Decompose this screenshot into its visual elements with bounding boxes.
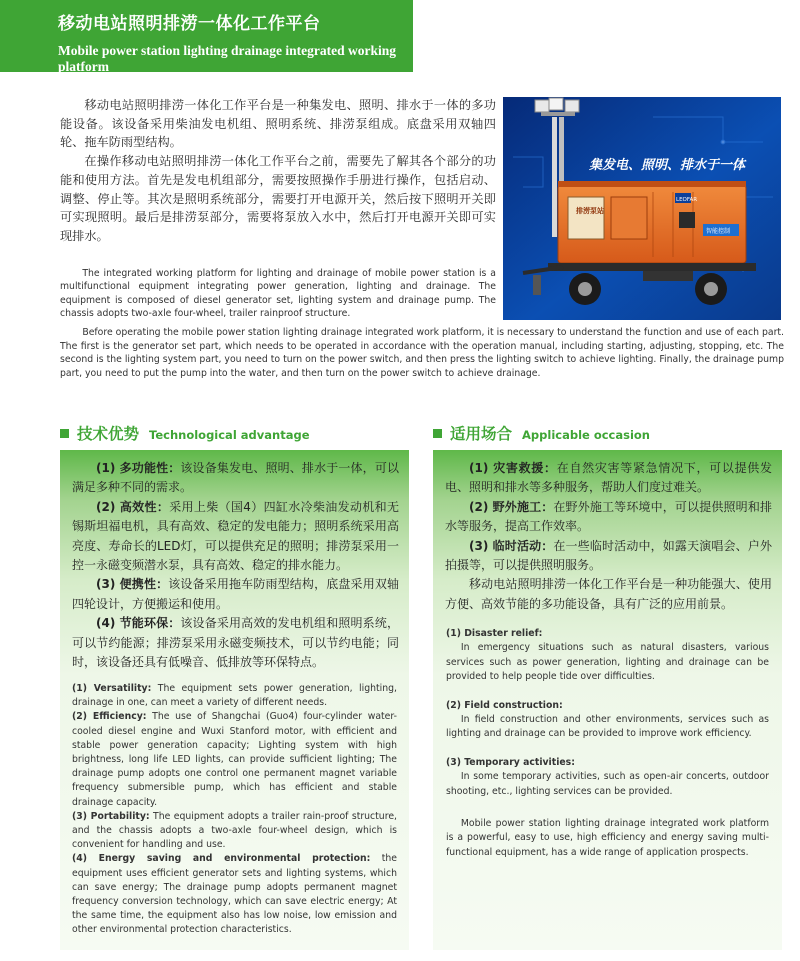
intro-cn	[60, 96, 496, 246]
list-item: (3) 便携性：该设备采用拖车防雨型结构，底盘采用双轴四轮设计，方便搬运和使用。	[72, 577, 399, 611]
list-item: (2) Efficiency: The use of Shangchai (Guo4) four-cylinder water-cooled diesel engine and Wuxi Stanford motor, with efficient and stable power generation capacity; Lighting system with high brightness, long life LED lights, can provide sufficient lighting; The drainage pump adopts one control one permanent magnet variable frequency submersible pump, which has efficient and stable drainage capacity.	[72, 711, 397, 808]
intro-en-paragraph-1: The integrated working platform for lighting and drainage of mobile power station is a multifunctional equipment integrating power generation, lighting and drainage. The equipment is composed of diesel generator set, lighting system and drainage pump. The chassis adopts two-axle four-wheel, trailer rainproof structure.	[60, 268, 496, 319]
list-item-heading: (2) Field construction:	[446, 699, 563, 711]
apps-title-en: Applicable occasion	[522, 428, 650, 442]
square-bullet-icon	[60, 429, 69, 438]
list-item: (1) 多功能性：该设备集发电、照明、排水于一体，可以满足多种不同的需求。	[72, 461, 399, 495]
list-item-heading: (1) Disaster relief:	[446, 628, 543, 639]
list-item: (3) Portability: The equipment adopts a trailer rain-proof structure, and the chassis adopts a two-axle four-wheel design, which is convenient for handling and use.	[72, 810, 397, 851]
intro-en-paragraph-2: Before operating the mobile power station lighting drainage integrated work platform, it is necessary to understand the function and use of each part. The first is the generator set part, which needs to be operated in accordance with the operation manual, including starting, adjusting, stopping, etc. The second is the lighting system part, you need to turn on the power switch, and then press the lighting switch to achieve lighting. Finally, the drainage pump part, you need to put the pump into the water, and then turn on the power switch to achieve drainage.	[60, 327, 784, 379]
page-title-en: Mobile power station lighting drainage integrated working platform	[58, 43, 397, 74]
intro-en-block-2	[60, 326, 784, 380]
list-item: (2) 高效性：采用上柴（国4）四缸水冷柴油发动机和无锡斯坦福电机，具有高效、稳定的发电能力；照明系统采用高亮度、寿命长的LED灯，可以提供充足的照明；排涝泵采用一控一永磁变频潜水泵，具有高效、稳定的排水能力。	[72, 499, 400, 573]
tech-title-en: Technological advantage	[149, 428, 310, 442]
tech-title-cn: 技术优势	[77, 425, 140, 443]
square-bullet-icon	[433, 429, 442, 438]
apps-title-cn: 适用场合	[450, 425, 513, 443]
page-title-cn: 移动电站照明排涝一体化工作平台	[58, 14, 321, 34]
apps-section-heading	[433, 422, 650, 444]
product-photo	[503, 97, 781, 320]
photo-panel-text: 排涝泵站	[576, 207, 604, 215]
intro-en-block-1	[60, 267, 496, 320]
generator-trailer-illustration	[503, 97, 781, 320]
tech-list-cn	[72, 459, 399, 672]
list-item: In some temporary activities, such as open-air concerts, outdoor shooting, etc., lighting services can be provided.	[446, 771, 769, 797]
photo-side-tag: 智能控制	[706, 228, 731, 235]
tech-box	[60, 450, 409, 950]
intro-cn-paragraph-2: 在操作移动电站照明排涝一体化工作平台之前，需要先了解其各个部分的功能和使用方法。首先是发电机组部分，需要按照操作手册进行操作，包括启动、调整、停止等。其次是照明系统部分，需要打开电源开关，然后按下照明开关即可实现照明。最后是排涝泵部分，需要将泵放入水中，然后打开电源开关即可实现排水。	[60, 154, 496, 243]
list-item: (1) 灾害救援：在自然灾害等紧急情况下，可以提供发电、照明和排水等多种服务，帮助人们度过难关。	[445, 461, 772, 495]
photo-slogan: 集发电、照明、排水于一体	[589, 158, 746, 173]
summary-cn: 移动电站照明排涝一体化工作平台是一种功能强大、使用方便、高效节能的多功能设备，具有广泛的应用前景。	[445, 577, 772, 611]
header-banner	[0, 0, 413, 72]
list-item-heading: (3) Temporary activities:	[446, 756, 575, 768]
apps-list-cn	[445, 459, 772, 614]
list-item: (4) 节能环保：该设备采用高效的发电机组和照明系统，可以节约能源；排涝泵采用永磁变频技术，可以节约电能；同时，该设备还具有低噪音、低排放等环保特点。	[72, 616, 399, 670]
list-item: In field construction and other environments, services such as lighting and drainage can be provided to improve work efficiency.	[446, 714, 769, 740]
list-item: (4) Energy saving and environmental protection: the equipment uses efficient generator sets and lighting systems, which can save energy; The drainage pump adopts permanent magnet frequency conversion technology, which can save electric energy; At the same time, the equipment also has low noise, low emission and other environmental protection characteristics.	[72, 853, 397, 936]
tech-list-en	[72, 682, 397, 938]
list-item: (2) 野外施工：在野外施工等环境中，可以提供照明和排水等服务，提高工作效率。	[445, 499, 772, 534]
summary-en: Mobile power station lighting drainage integrated work platform is a powerful, easy to use, high efficiency and energy saving multi-functional equipment, has a wide range of application prospects.	[446, 818, 769, 858]
intro-cn-paragraph-1: 移动电站照明排涝一体化工作平台是一种集发电、照明、排水于一体的多功能设备。该设备采用柴油发电机组、照明系统、排涝泵组成。底盘采用双轴四轮、拖车防雨型结构。	[60, 98, 496, 150]
photo-brand: LEOFAR	[676, 197, 698, 203]
tech-section-heading	[60, 422, 310, 444]
apps-box	[433, 450, 782, 950]
list-item: (3) 临时活动：在一些临时活动中，如露天演唱会、户外拍摄等，可以提供照明服务。	[445, 538, 772, 573]
list-item: (1) Versatility: The equipment sets power generation, lighting, drainage in one, can meet a variety of different needs.	[72, 683, 397, 709]
apps-list-en	[446, 627, 769, 860]
list-item: In emergency situations such as natural disasters, various services such as power generation, lighting and drainage can be provided to help people tide over difficulties.	[446, 642, 769, 683]
